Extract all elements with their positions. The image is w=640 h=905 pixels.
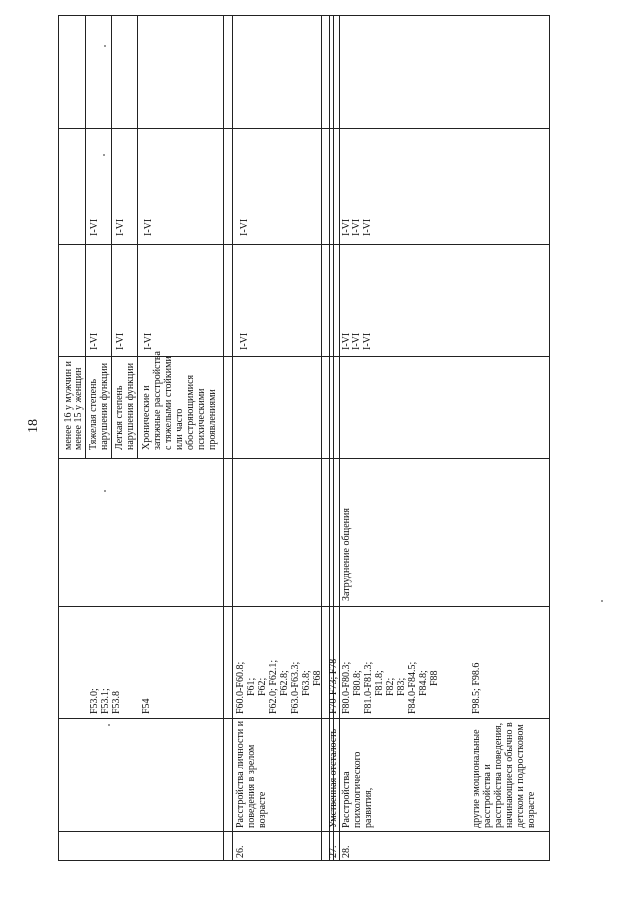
grade-value: I-VI xyxy=(351,332,362,350)
row-divider xyxy=(111,16,112,458)
scan-speck xyxy=(104,45,106,47)
icd-code: F60.0-F60.8; xyxy=(235,661,246,714)
grade-value: I-VI xyxy=(362,332,373,350)
row-divider xyxy=(137,16,138,458)
icd-code: F62; xyxy=(257,677,268,696)
diagnosis-name: другие эмоциональные расстройства и расстройства поведения, начинающиеся обычно в детском и подростковом возрасте xyxy=(471,722,537,828)
condition-text: Тяжелая степень нарушения функции xyxy=(88,362,110,450)
column-divider xyxy=(59,128,549,129)
grade-value: I-VI xyxy=(89,218,100,236)
icd-code: F80.0-F80.3; xyxy=(341,661,352,714)
diagnosis-name: Умственная отсталость xyxy=(328,728,339,828)
icd-code: F84.8; xyxy=(418,670,429,696)
grade-value: I-VI xyxy=(143,332,154,350)
condition-text: менее 15 у женщин xyxy=(73,367,84,450)
grade-value: I-VI xyxy=(115,332,126,350)
icd-code: F80.8; xyxy=(352,670,363,696)
icd-code: F82; xyxy=(385,677,396,696)
column-divider xyxy=(59,718,549,719)
grade-value: I-VI xyxy=(143,218,154,236)
icd-code: F84.0-F84.5; xyxy=(407,661,418,714)
icd-code: F81.0-F81.3; xyxy=(363,661,374,714)
icd-code: F70-F73; F78 xyxy=(328,658,339,714)
icd-code: F88 xyxy=(429,670,440,686)
grade-value: I-VI xyxy=(115,218,126,236)
icd-code: F53.1; xyxy=(100,688,111,714)
column-divider xyxy=(59,458,549,459)
diagnosis-name: Расстройства личности и поведения в зрелом возрасте xyxy=(235,720,268,828)
column-divider xyxy=(59,606,549,607)
icd-code: F62.8; xyxy=(279,670,290,696)
contraindication-text: Затруднение общения xyxy=(341,508,352,601)
icd-code: F62.0; F62.1; xyxy=(268,659,279,714)
grade-value: I-VI xyxy=(351,218,362,236)
icd-code: F98.5; F98.6 xyxy=(471,662,482,714)
scan-speck xyxy=(104,490,106,492)
grade-value: I-VI xyxy=(341,332,352,350)
icd-code: F63.8; xyxy=(301,670,312,696)
scan-speck xyxy=(601,600,603,602)
icd-code: F68 xyxy=(312,670,323,686)
grade-value: I-VI xyxy=(362,218,373,236)
column-divider xyxy=(59,831,549,832)
icd-code: F54 xyxy=(141,698,152,714)
grade-value: I-VI xyxy=(341,218,352,236)
scan-speck xyxy=(103,154,105,156)
diagnosis-name: Расстройства психологического развития, xyxy=(341,751,374,828)
grade-value: I-VI xyxy=(89,332,100,350)
row-number: 28. xyxy=(341,845,352,858)
column-divider xyxy=(59,244,549,245)
page-number: 18 xyxy=(26,419,41,433)
icd-code: F53.0; xyxy=(89,688,100,714)
condition-text: менее 16 у мужчин и xyxy=(63,361,74,450)
row-number: 27. xyxy=(328,845,339,858)
condition-text: Легкая степень нарушения функции xyxy=(114,362,136,450)
icd-code: F83; xyxy=(396,677,407,696)
icd-code: F81.8; xyxy=(374,670,385,696)
scan-speck xyxy=(108,724,110,726)
icd-code: F53.8 xyxy=(111,690,122,714)
icd-code: F61; xyxy=(246,677,257,696)
row-number: 26. xyxy=(235,845,246,858)
grade-value: I-VI xyxy=(239,218,250,236)
row-divider-double xyxy=(223,16,233,860)
grade-value: I-VI xyxy=(239,332,250,350)
icd-code: F63.0-F63.3; xyxy=(290,661,301,714)
row-divider xyxy=(85,16,86,458)
condition-text: Хронические и затяжные расстройства с тяжелыми стойкими или часто обостряющимися психическими проявлениями xyxy=(141,351,218,450)
document-table xyxy=(58,15,550,861)
